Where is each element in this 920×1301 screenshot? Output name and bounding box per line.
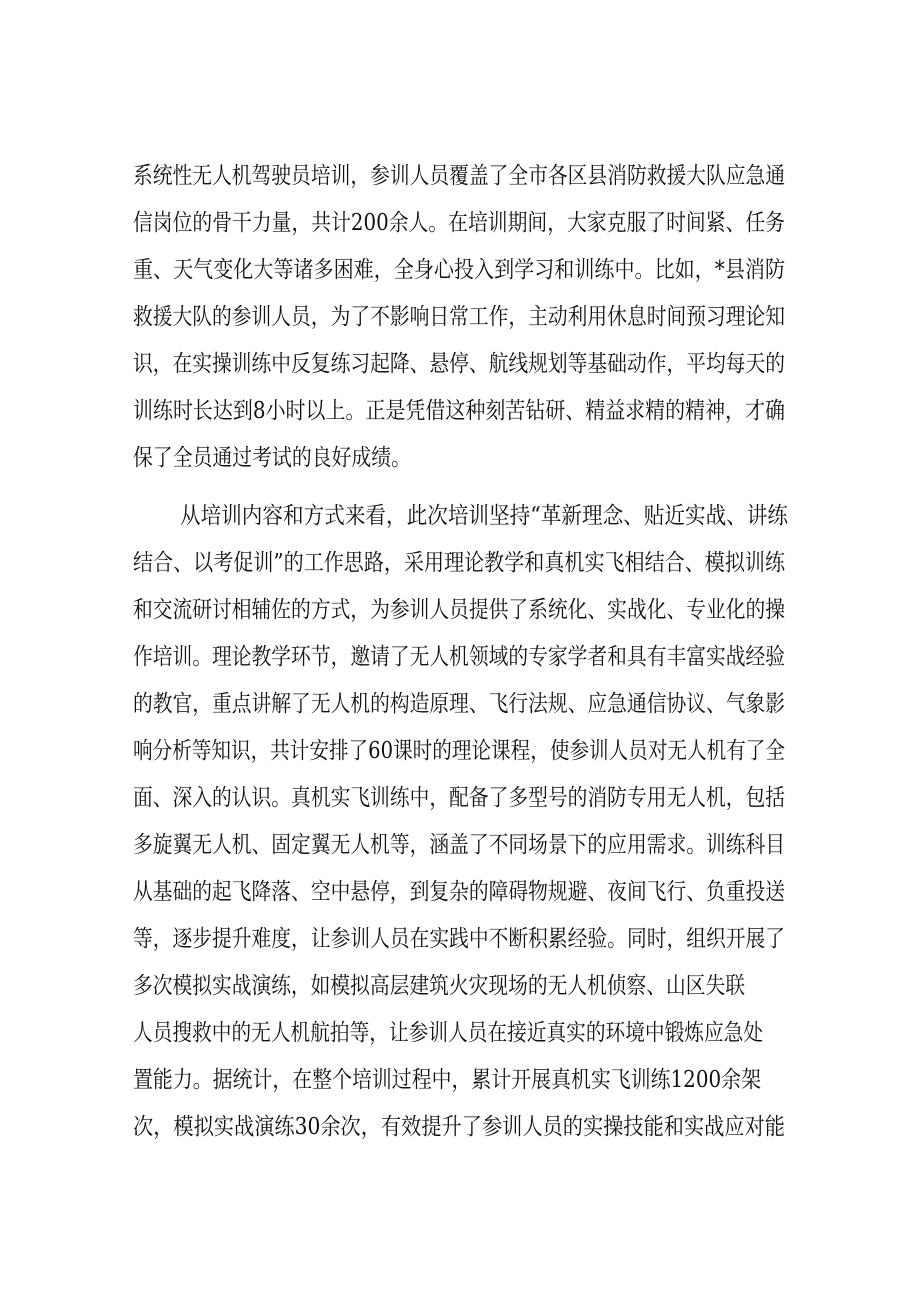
text-line-content: 等，逐步提升难度，让参训人员在实践中不断积累经验。同时，组织开展了	[133, 926, 785, 952]
text-line-content: 人员搜救中的无人机航拍等，让参训人员在接近真实的环境中锻炼应急处	[133, 1020, 763, 1046]
text-line	[0, 206, 920, 240]
text-line-content: 次，模拟实战演练30余次，有效提升了参训人员的实操技能和实战应对能	[133, 1114, 785, 1140]
text-line	[0, 253, 920, 287]
text-line-content: 系统性无人机驾驶员培训，参训人员覆盖了全市各区县消防救援大队应急通	[133, 163, 785, 189]
text-line	[0, 1110, 920, 1144]
text-line	[0, 546, 920, 580]
text-line	[0, 734, 920, 768]
text-line	[0, 159, 920, 193]
text-line	[0, 300, 920, 334]
text-line	[0, 875, 920, 909]
text-line-content: 响分析等知识，共计安排了60课时的理论课程，使参训人员对无人机有了全	[133, 738, 785, 764]
text-line	[0, 1063, 920, 1097]
text-line-content: 信岗位的骨干力量，共计200余人。在培训期间，大家克服了时间紧、任务	[133, 210, 785, 236]
text-line-content: 保了全员通过考试的良好成绩。	[133, 445, 411, 471]
text-line-content: 结合、以考促训”的工作思路，采用理论教学和真机实飞相结合、模拟训练	[133, 550, 785, 576]
text-line	[0, 828, 920, 862]
text-line-content: 从基础的起飞降落、空中悬停，到复杂的障碍物规避、夜间飞行、负重投送	[133, 879, 785, 905]
text-line-content: 面、深入的认识。真机实飞训练中，配备了多型号的消防专用无人机，包括	[133, 785, 785, 811]
text-line-content: 多次模拟实战演练，如模拟高层建筑火灾现场的无人机侦察、山区失联	[133, 973, 745, 999]
text-line	[0, 394, 920, 428]
text-line	[0, 347, 920, 381]
text-line	[0, 687, 920, 721]
text-line	[0, 922, 920, 956]
text-line	[0, 593, 920, 627]
text-line-content: 和交流研讨相辅佐的方式，为参训人员提供了系统化、实战化、专业化的操	[133, 597, 785, 623]
text-line-content: 的教官，重点讲解了无人机的构造原理、飞行法规、应急通信协议、气象影	[133, 691, 785, 717]
text-line	[0, 969, 920, 1003]
text-line-content: 多旋翼无人机、固定翼无人机等，涵盖了不同场景下的应用需求。训练科目	[133, 832, 785, 858]
text-line	[0, 781, 920, 815]
text-line	[0, 499, 920, 533]
text-line	[0, 1016, 920, 1050]
text-line	[0, 441, 920, 475]
text-line-content: 作培训。理论教学环节，邀请了无人机领域的专家学者和具有丰富实战经验	[133, 644, 785, 670]
text-line-content: 从培训内容和方式来看，此次培训坚持“革新理念、贴近实战、讲练	[180, 503, 788, 529]
text-line-content: 救援大队的参训人员，为了不影响日常工作，主动利用休息时间预习理论知	[133, 304, 785, 330]
text-line-content: 识，在实操训练中反复练习起降、悬停、航线规划等基础动作，平均每天的	[133, 351, 785, 377]
text-line-content: 训练时长达到8小时以上。正是凭借这种刻苦钻研、精益求精的精神，才确	[133, 398, 785, 424]
text-line	[0, 640, 920, 674]
text-line-content: 置能力。据统计，在整个培训过程中，累计开展真机实飞训练1200余架	[133, 1067, 761, 1093]
text-line-content: 重、天气变化大等诸多困难，全身心投入到学习和训练中。比如，*县消防	[133, 257, 785, 283]
